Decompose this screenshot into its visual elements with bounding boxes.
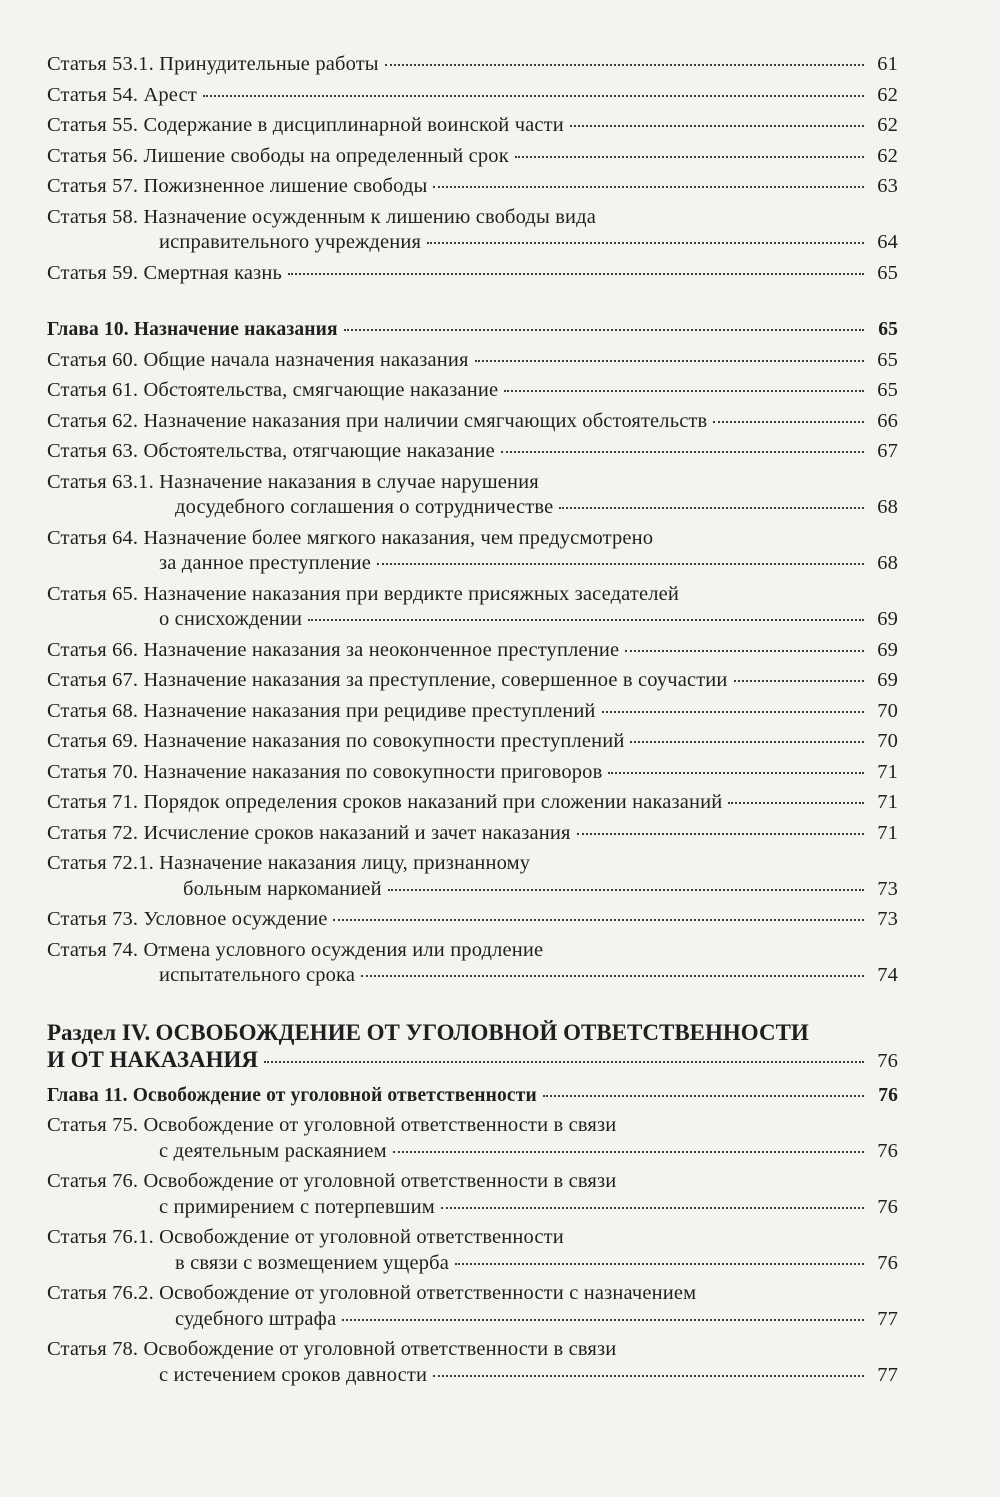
entry-title-continued: в связи с возмещением ущерба bbox=[175, 1251, 449, 1274]
entry-page: 71 bbox=[877, 791, 898, 813]
toc-entry[interactable] bbox=[47, 582, 898, 633]
dot-leader bbox=[393, 1151, 864, 1153]
dot-leader bbox=[577, 833, 864, 835]
dot-leader bbox=[385, 64, 864, 66]
entry-title: Освобождение от уголовной ответственности с назначением bbox=[159, 1282, 697, 1304]
entry-title-continued: о снисхождении bbox=[159, 608, 303, 630]
entry-title: Обстоятельства, смягчающие наказание bbox=[143, 379, 499, 401]
entry-title: Назначение наказания за преступление, совершенное в соучастии bbox=[143, 669, 728, 691]
toc-entry[interactable] bbox=[47, 907, 898, 933]
dot-leader bbox=[515, 156, 864, 158]
toc-entry[interactable] bbox=[47, 52, 898, 78]
entry-label: Статья 70. bbox=[47, 760, 139, 783]
entry-title: Освобождение от уголовной ответственности bbox=[159, 1226, 564, 1248]
entry-page: 67 bbox=[877, 440, 898, 462]
entry-page: 76 bbox=[877, 1195, 898, 1218]
section-label: Раздел IV. bbox=[47, 1019, 151, 1045]
entry-page: 62 bbox=[877, 114, 898, 136]
entry-page: 77 bbox=[877, 1363, 898, 1386]
entry-title: Отмена условного осуждения или продление bbox=[143, 938, 544, 961]
entry-title-continued: за данное преступление bbox=[159, 552, 372, 574]
entry-page: 71 bbox=[877, 821, 898, 844]
dot-leader bbox=[602, 711, 864, 713]
dot-leader bbox=[361, 975, 864, 977]
entry-label: Статья 63. bbox=[47, 440, 139, 462]
entry-title-continued: досудебного соглашения о сотрудничестве bbox=[175, 496, 554, 518]
entry-title: Назначение наказания по совокупности преступлений bbox=[143, 730, 625, 752]
entry-page: 70 bbox=[877, 699, 898, 722]
entry-title: Обстоятельства, отягчающие наказание bbox=[143, 440, 495, 462]
toc-entry[interactable] bbox=[47, 638, 898, 664]
dot-leader bbox=[734, 680, 864, 682]
entry-title: Назначение наказания по совокупности приговоров bbox=[143, 760, 603, 783]
dot-leader bbox=[433, 1375, 864, 1377]
toc-entry[interactable] bbox=[47, 1169, 898, 1220]
entry-title-continued: с деятельным раскаянием bbox=[159, 1139, 387, 1162]
entry-title-continued: больным наркоманией bbox=[183, 877, 382, 900]
section-page: 76 bbox=[877, 1050, 898, 1072]
entry-page: 74 bbox=[877, 964, 898, 986]
section-title-continued: И ОТ НАКАЗАНИЯ bbox=[47, 1047, 258, 1072]
entry-page: 68 bbox=[877, 552, 898, 574]
toc-entry[interactable] bbox=[47, 439, 898, 465]
dot-leader bbox=[308, 619, 864, 621]
entry-title: Содержание в дисциплинарной воинской части bbox=[143, 114, 564, 136]
chapter-page: 76 bbox=[878, 1084, 898, 1106]
toc-entry[interactable] bbox=[47, 760, 898, 786]
dot-leader bbox=[333, 919, 864, 921]
entry-label: Статья 56. bbox=[47, 144, 139, 167]
entry-page: 66 bbox=[877, 409, 898, 432]
entry-page: 63 bbox=[877, 175, 898, 197]
entry-page: 69 bbox=[877, 669, 898, 691]
dot-leader bbox=[288, 273, 864, 275]
toc-entry[interactable] bbox=[47, 144, 898, 170]
toc-entry[interactable] bbox=[47, 409, 898, 435]
chapter-title: Освобождение от уголовной ответственности bbox=[132, 1084, 537, 1106]
dot-leader bbox=[342, 1319, 864, 1321]
dot-leader bbox=[455, 1263, 864, 1265]
entry-title: Общие начала назначения наказания bbox=[143, 348, 469, 371]
toc-entry[interactable] bbox=[47, 526, 898, 577]
entry-title: Лишение свободы на определенный срок bbox=[143, 144, 509, 167]
entry-label: Статья 74. bbox=[47, 938, 139, 961]
dot-leader bbox=[203, 95, 864, 97]
entry-label: Статья 68. bbox=[47, 699, 139, 722]
chapter-label: Глава 11. bbox=[47, 1084, 128, 1106]
entry-title: Принудительные работы bbox=[159, 53, 379, 75]
toc-entry[interactable] bbox=[47, 699, 898, 725]
entry-page: 77 bbox=[877, 1307, 898, 1330]
chapter-title: Назначение наказания bbox=[133, 319, 338, 340]
entry-title-continued: с истечением сроков давности bbox=[159, 1363, 428, 1386]
entry-label: Статья 65. bbox=[47, 582, 139, 605]
dot-leader bbox=[625, 650, 864, 652]
entry-label: Статья 76.1. bbox=[47, 1226, 154, 1248]
dot-leader bbox=[543, 1095, 864, 1097]
entry-title: Назначение наказания в случае нарушения bbox=[159, 470, 539, 493]
toc-entry[interactable] bbox=[47, 1225, 898, 1276]
chapter-label: Глава 10. bbox=[47, 319, 129, 340]
entry-page: 69 bbox=[877, 608, 898, 630]
dot-leader bbox=[475, 360, 864, 362]
entry-page: 61 bbox=[877, 53, 898, 75]
dot-leader bbox=[264, 1061, 864, 1063]
entry-label: Статья 64. bbox=[47, 526, 139, 549]
entry-label: Статья 67. bbox=[47, 669, 139, 691]
entry-title: Назначение наказания при наличии смягчающих обстоятельств bbox=[143, 409, 708, 432]
dot-leader bbox=[377, 563, 864, 565]
entry-title-continued: судебного штрафа bbox=[175, 1307, 337, 1330]
toc-entry[interactable] bbox=[47, 378, 898, 404]
entry-page: 76 bbox=[877, 1251, 898, 1274]
entry-page: 73 bbox=[877, 908, 898, 930]
entry-title-continued: исправительного учреждения bbox=[159, 231, 422, 253]
chapter-page: 65 bbox=[878, 319, 898, 340]
entry-label: Статья 78. bbox=[47, 1338, 139, 1360]
chapter-heading[interactable] bbox=[47, 1083, 898, 1109]
dot-leader bbox=[427, 242, 864, 244]
dot-leader bbox=[728, 802, 864, 804]
dot-leader bbox=[504, 390, 864, 392]
toc-entry[interactable] bbox=[47, 790, 898, 816]
dot-leader bbox=[441, 1207, 864, 1209]
entry-page: 76 bbox=[877, 1139, 898, 1162]
entry-label: Статья 76. bbox=[47, 1170, 139, 1192]
toc-entry[interactable] bbox=[47, 821, 898, 847]
entry-title-continued: с примирением с потерпевшим bbox=[159, 1195, 435, 1218]
entry-label: Статья 60. bbox=[47, 348, 139, 371]
entry-title: Освобождение от уголовной ответственности в связи bbox=[143, 1170, 617, 1192]
entry-title: Арест bbox=[143, 83, 197, 106]
entry-title: Назначение наказания при рецидиве преступлений bbox=[143, 699, 596, 722]
toc-entry[interactable] bbox=[47, 938, 898, 989]
entry-label: Статья 63.1. bbox=[47, 470, 154, 493]
entry-label: Статья 61. bbox=[47, 379, 139, 401]
entry-page: 65 bbox=[877, 261, 898, 284]
entry-title: Порядок определения сроков наказаний при сложении наказаний bbox=[143, 791, 723, 813]
entry-label: Статья 73. bbox=[47, 908, 139, 930]
entry-title: Освобождение от уголовной ответственности в связи bbox=[143, 1338, 617, 1360]
section-title: ОСВОБОЖДЕНИЕ ОТ УГОЛОВНОЙ ОТВЕТСТВЕННОСТИ bbox=[155, 1019, 809, 1045]
entry-page: 70 bbox=[877, 730, 898, 752]
entry-title: Пожизненное лишение свободы bbox=[143, 175, 428, 197]
entry-title: Смертная казнь bbox=[143, 261, 283, 284]
dot-leader bbox=[501, 451, 864, 453]
dot-leader bbox=[388, 889, 864, 891]
entry-page: 71 bbox=[877, 760, 898, 783]
entry-label: Статья 71. bbox=[47, 791, 139, 813]
entry-label: Статья 75. bbox=[47, 1114, 139, 1136]
entry-page: 65 bbox=[877, 379, 898, 401]
entry-page: 62 bbox=[877, 144, 898, 167]
entry-page: 62 bbox=[877, 83, 898, 106]
toc-entry[interactable] bbox=[47, 470, 898, 521]
entry-label: Статья 72. bbox=[47, 821, 139, 844]
toc-entry[interactable] bbox=[47, 113, 898, 139]
toc-entry[interactable] bbox=[47, 1281, 898, 1332]
toc-entry[interactable] bbox=[47, 729, 898, 755]
dot-leader bbox=[713, 421, 864, 423]
entry-page: 65 bbox=[877, 348, 898, 371]
entry-label: Статья 58. bbox=[47, 205, 139, 228]
toc-entry[interactable] bbox=[47, 1113, 898, 1164]
entry-label: Статья 62. bbox=[47, 409, 139, 432]
dot-leader bbox=[433, 186, 864, 188]
entry-label: Статья 55. bbox=[47, 114, 139, 136]
toc-entry[interactable] bbox=[47, 174, 898, 200]
toc-entry[interactable] bbox=[47, 668, 898, 694]
entry-page: 69 bbox=[877, 638, 898, 661]
entry-title: Условное осуждение bbox=[143, 908, 328, 930]
entry-label: Статья 66. bbox=[47, 638, 139, 661]
dot-leader bbox=[559, 507, 864, 509]
dot-leader bbox=[630, 741, 864, 743]
entry-title-continued: испытательного срока bbox=[159, 964, 356, 986]
toc-entry[interactable] bbox=[47, 83, 898, 109]
dot-leader bbox=[608, 772, 864, 774]
entry-title: Назначение наказания при вердикте присяжных заседателей bbox=[143, 582, 679, 605]
entry-title: Освобождение от уголовной ответственности в связи bbox=[143, 1114, 617, 1136]
toc-entry[interactable] bbox=[47, 348, 898, 374]
entry-page: 73 bbox=[877, 877, 898, 900]
toc-entry[interactable] bbox=[47, 205, 898, 256]
entry-label: Статья 57. bbox=[47, 175, 139, 197]
dot-leader bbox=[570, 125, 864, 127]
entry-title: Назначение более мягкого наказания, чем предусмотрено bbox=[143, 526, 654, 549]
entry-page: 68 bbox=[877, 496, 898, 518]
entry-title: Назначение осужденным к лишению свободы вида bbox=[143, 205, 596, 228]
dot-leader bbox=[344, 329, 864, 331]
entry-title: Назначение наказания лицу, признанному bbox=[159, 852, 531, 874]
entry-label: Статья 54. bbox=[47, 83, 139, 106]
entry-label: Статья 72.1. bbox=[47, 852, 154, 874]
entry-title: Назначение наказания за неоконченное преступление bbox=[143, 638, 620, 661]
section-heading[interactable] bbox=[47, 1020, 898, 1075]
entry-label: Статья 76.2. bbox=[47, 1282, 154, 1304]
entry-label: Статья 53.1. bbox=[47, 53, 154, 75]
entry-label: Статья 59. bbox=[47, 261, 139, 284]
chapter-heading[interactable] bbox=[47, 317, 898, 343]
entry-page: 64 bbox=[877, 231, 898, 253]
entry-title: Исчисление сроков наказаний и зачет наказания bbox=[143, 821, 571, 844]
toc-entry[interactable] bbox=[47, 261, 898, 287]
toc-entry[interactable] bbox=[47, 1337, 898, 1388]
entry-label: Статья 69. bbox=[47, 730, 139, 752]
toc-entry[interactable] bbox=[47, 851, 898, 902]
